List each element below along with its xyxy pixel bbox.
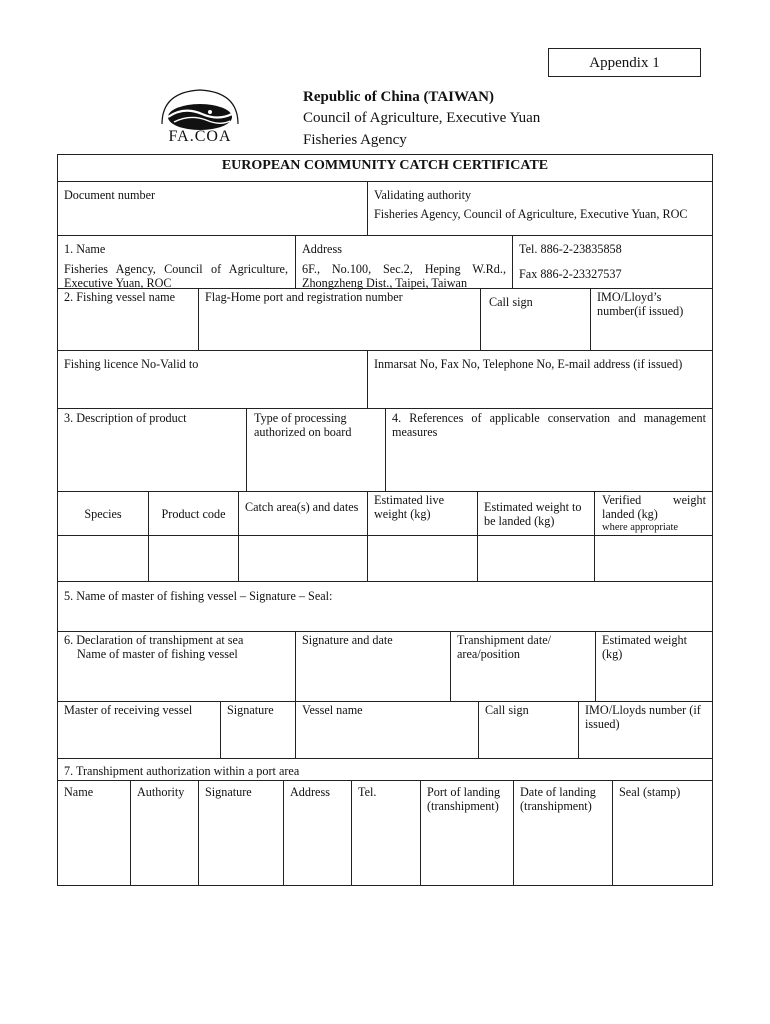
col-address: Address (290, 785, 330, 799)
vessel-name-label: 2. Fishing vessel name (64, 290, 176, 304)
name-label: 1. Name (64, 242, 106, 256)
imo-label: IMO/Lloyd’s number(if issued) (597, 290, 684, 318)
signature-date-label: Signature and date (302, 633, 393, 647)
logo-text: FA.COA (168, 128, 232, 145)
master-signature-label: 5. Name of master of fishing vessel – Signature – Seal: (64, 589, 333, 603)
call-sign-label: Call sign (489, 295, 533, 309)
vessel-name-2-label: Vessel name (302, 703, 363, 717)
transhipment-date-label: Transhipment date/ area/position (457, 633, 551, 661)
inmarsat-label: Inmarsat No, Fax No, Telephone No, E-mail address (if issued) (374, 357, 683, 371)
agency-heading: Fisheries Agency (303, 132, 407, 148)
fax-value: Fax 886-2-23327537 (519, 267, 622, 281)
col-signature: Signature (205, 785, 252, 799)
processing-label: Type of processing authorized on board (254, 411, 352, 439)
call-sign-2-label: Call sign (485, 703, 529, 717)
col-name: Name (64, 785, 94, 799)
col-port-of-landing: Port of landing (transhipment) (427, 785, 501, 813)
flag-port-label: Flag-Home port and registration number (205, 290, 403, 304)
validating-authority-value: Fisheries Agency, Council of Agriculture, Executive Yuan, ROC (374, 207, 688, 221)
transhipment-master-label: Name of master of fishing vessel (77, 647, 238, 661)
port-authorization-label: 7. Transhipment authorization within a port area (64, 764, 300, 778)
receiving-master-label: Master of receiving vessel (64, 703, 193, 717)
form-title: EUROPEAN COMMUNITY CATCH CERTIFICATE (221, 158, 549, 173)
product-code-header: Product code (161, 507, 226, 521)
licence-label: Fishing licence No-Valid to (64, 357, 199, 371)
catch-area-header: Catch area(s) and dates (245, 500, 359, 514)
verified-weight-header: Verified weight landed (kg) (602, 493, 706, 521)
country-heading: Republic of China (TAIWAN) (303, 89, 494, 105)
validating-authority-label: Validating authority (374, 188, 472, 202)
imo-2-label: IMO/Lloyds number (if issued) (585, 703, 701, 731)
document-number-label: Document number (64, 188, 156, 202)
address-value: 6F., No.100, Sec.2, Heping W.Rd., Zhongzheng Dist., Taipei, Taiwan (302, 262, 506, 290)
verified-weight-note: where appropriate (602, 522, 679, 533)
estimated-weight-label: Estimated weight (kg) (602, 633, 687, 661)
tel-value: Tel. 886-2-23835858 (519, 242, 622, 256)
address-label: Address (302, 242, 342, 256)
transhipment-declaration-label: 6. Declaration of transhipment at sea (64, 633, 244, 647)
col-tel: Tel. (358, 785, 377, 799)
name-value: Fisheries Agency, Council of Agriculture, Executive Yuan, ROC (64, 262, 288, 290)
council-heading: Council of Agriculture, Executive Yuan (303, 110, 541, 126)
references-label: 4. References of applicable conservation and management measures (392, 411, 706, 439)
col-authority: Authority (137, 785, 185, 799)
product-label: 3. Description of product (64, 411, 187, 425)
col-seal: Seal (stamp) (619, 785, 681, 799)
est-landed-weight-header: Estimated weight to be landed (kg) (484, 500, 582, 528)
signature-label: Signature (227, 703, 274, 717)
species-header: Species (84, 507, 122, 521)
col-date-of-landing: Date of landing (transhipment) (520, 785, 596, 813)
est-live-weight-header: Estimated live weight (kg) (374, 493, 445, 521)
appendix-label: Appendix 1 (548, 48, 701, 77)
